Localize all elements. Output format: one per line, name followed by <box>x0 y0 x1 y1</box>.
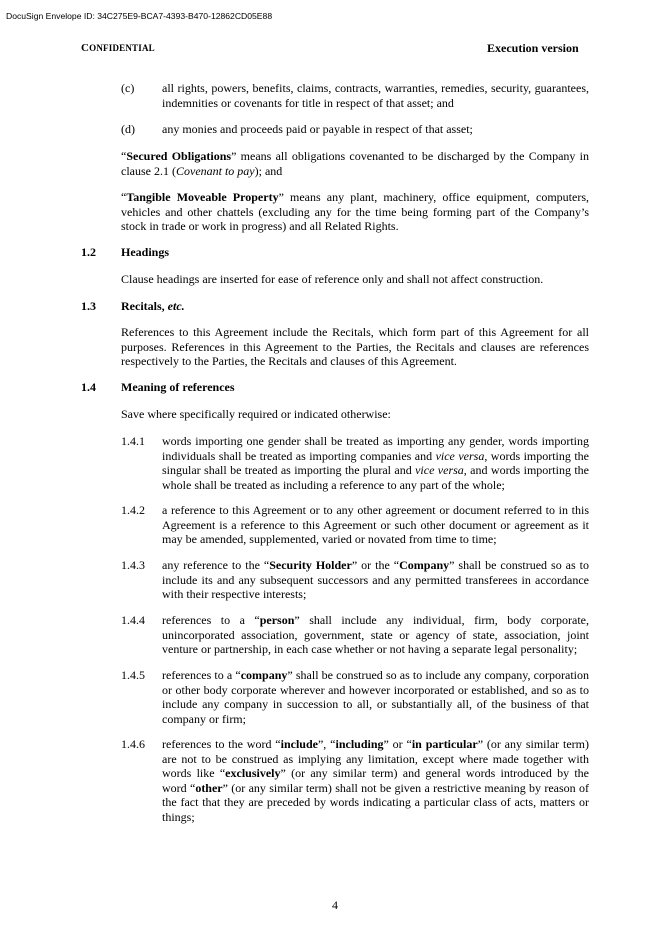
clause-number: 1.4.2 <box>121 503 145 517</box>
item-c-label: (c) <box>121 81 135 95</box>
confidential-label: CONFIDENTIAL <box>81 42 155 54</box>
section-number: 1.2 <box>81 245 96 259</box>
defined-term: Tangible Moveable Property <box>126 190 279 204</box>
page-number: 4 <box>332 898 338 912</box>
item-d-label: (d) <box>121 122 135 136</box>
section-title: Headings <box>121 245 170 259</box>
section-body: References to this Agreement include the Recitals, which form part of this Agreement for all purposes. References in this Agreement to the Parties, the Recitals and clauses are references respectively to the Parties, the Recitals and clauses of this Agreement. <box>121 325 589 368</box>
clause-text: references to a “company” shall be construed so as to include any company, corporation or other body corporate wherever and however incorporated or established, and so as to include any company in succession to all, or substantially all, of the business of that company or firm; <box>162 668 589 726</box>
section-title: Recitals, etc. <box>121 299 185 313</box>
clause-number: 1.4.3 <box>121 558 145 572</box>
execution-version-label: Execution version <box>487 41 579 55</box>
section-intro: Save where specifically required or indicated otherwise: <box>121 407 391 421</box>
item-d-text: any monies and proceeds paid or payable in respect of that asset; <box>162 122 473 136</box>
clause-number: 1.4.4 <box>121 613 145 627</box>
definition-secured-obligations: “Secured Obligations” means all obligations covenanted to be discharged by the Company in clause 2.1 (Covenant to pay); and <box>121 149 589 178</box>
section-title: Meaning of references <box>121 380 235 394</box>
clause-text: any reference to the “Security Holder” or the “Company” shall be construed so as to include its and any subsequent successors and any permitted transferees in accordance with their respective interests; <box>162 558 589 601</box>
clause-number: 1.4.5 <box>121 668 145 682</box>
clause-text: a reference to this Agreement or to any other agreement or document referred to in this Agreement is a reference to this Agreement or such other document or agreement as it may be amended, supplemented, varied or novated from time to time; <box>162 503 589 546</box>
item-c-text: all rights, powers, benefits, claims, contracts, warranties, remedies, security, guarantees, indemnities or covenants for title in respect of that asset; and <box>162 81 589 110</box>
section-body: Clause headings are inserted for ease of reference only and shall not affect construction. <box>121 272 544 286</box>
clause-number: 1.4.1 <box>121 434 145 448</box>
section-number: 1.3 <box>81 299 96 313</box>
clause-reference: Covenant to pay <box>175 163 255 178</box>
docusign-envelope-id: DocuSign Envelope ID: 34C275E9-BCA7-4393-B470-12862CD05E88 <box>6 11 273 21</box>
clause-text: words importing one gender shall be treated as importing any gender, words importing individuals shall be treated as importing companies and vice versa, words importing the singular shall be treated as importing the plural and vice versa, and words importing the whole shall be treated as including a reference to any part of the whole; <box>162 434 590 492</box>
clause-text: references to a “person” shall include any individual, firm, body corporate, unincorporated association, government, state or agency of state, association, joint venture or partnership, in each case whether or not having a separate legal personality; <box>162 613 590 656</box>
clause-number: 1.4.6 <box>121 737 145 751</box>
definition-tangible-moveable-property: “Tangible Moveable Property” means any plant, machinery, office equipment, computers, vehicles and other chattels (excluding any for the time being forming part of the Company’s stock in trade or work in progress) and all Related Rights. <box>121 190 589 233</box>
clause-text: references to the word “include”, “including” or “in particular” (or any similar term) are not to be construed as implying any limitation, except where made together with words like “exclusively” (or any similar term) and general words introduced by the word “other” (or any similar term) shall not be given a restrictive meaning by reason of the fact that they are preceded by words indicating a particular class of acts, matters or things; <box>162 737 590 824</box>
section-number: 1.4 <box>81 380 96 394</box>
defined-term: Secured Obligations <box>126 149 232 163</box>
